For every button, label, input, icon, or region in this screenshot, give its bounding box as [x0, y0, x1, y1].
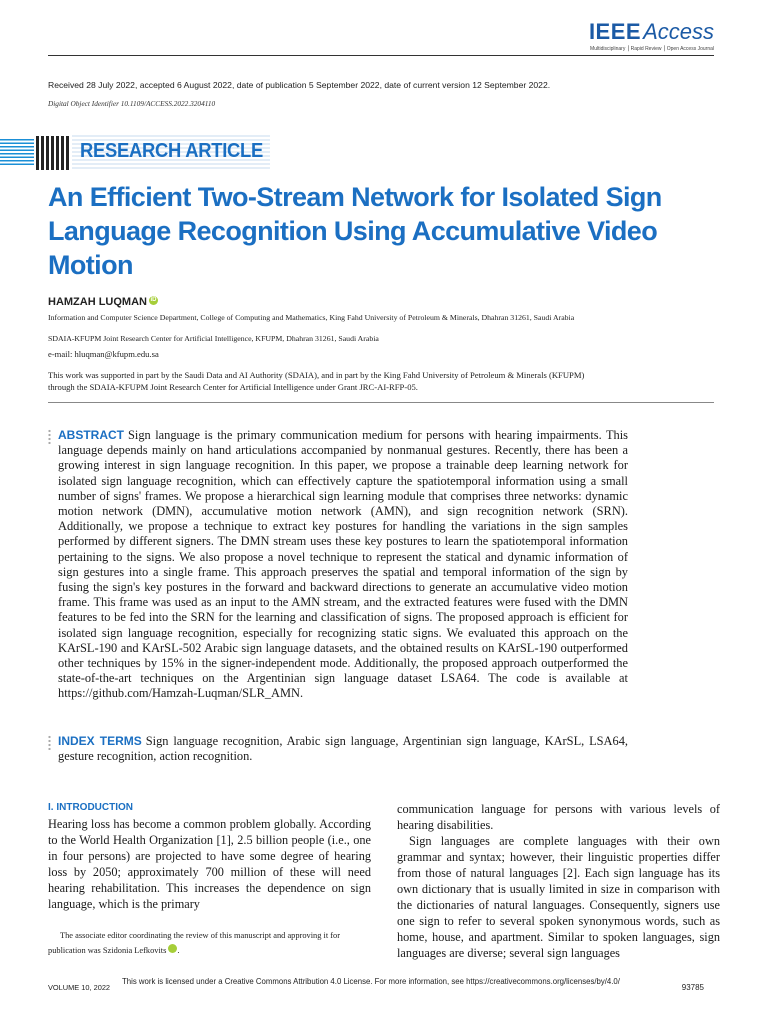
section-rule — [48, 402, 714, 403]
index-terms-dots-icon — [48, 735, 51, 750]
abstract-label: ABSTRACT — [58, 428, 124, 442]
logo-ieee: IEEE — [588, 19, 642, 44]
abstract-block — [58, 428, 628, 702]
author-name: HAMZAH LUQMAN — [48, 296, 147, 308]
intro-left-column — [48, 800, 371, 912]
index-terms-label: INDEX TERMS — [58, 734, 142, 748]
intro-right-column — [397, 801, 720, 961]
logo-access: Access — [643, 19, 714, 44]
affiliation-2: SDAIA-KFUPM Joint Research Center for Artificial Intelligence, KFUPM, Dhahran 31261, Saudi Arabia — [48, 334, 379, 343]
editor-footnote: The associate editor coordinating the review of this manuscript and approving it for publication was Szidonia Lefkovits iD. — [48, 931, 341, 955]
banner-bars-graphic — [36, 136, 70, 170]
intro-right-paragraph-1: communication language for persons with various levels of hearing disabilities. — [397, 802, 720, 832]
article-type-label: RESEARCH ARTICLE — [80, 140, 264, 162]
intro-left-paragraph: Hearing loss has become a common problem globally. According to the World Health Organization [1], 2.5 billion people (i.e., one in four persons) are projected to have some degree of hearing loss by 2050; approximately 700 million of these will need hearing rehabilitation. This increases the dependence on sign language, which is the primary — [48, 817, 371, 911]
article-type-banner — [0, 135, 280, 171]
footer-page-number: 93785 — [681, 983, 704, 992]
header-rule — [48, 55, 714, 56]
intro-heading: I. INTRODUCTION — [48, 802, 133, 813]
footer-license: This work is licensed under a Creative Commons Attribution 4.0 License. For more information, see https://creativecommons.org/licenses/by/4.0/ — [122, 977, 620, 986]
intro-right-paragraph-2: Sign languages are complete languages with their own grammar and syntax; however, their linguistic properties differ from those of natural languages [2]. Each sign language has its own dictionary that is usually limited in size in comparison with the dictionaries of natural languages. Consequently, signers use one sign to refer to several spoken synonymous words, such as home, house, and apartment. Similar to spoken languages, sign languages are diverse; several sign languages — [397, 834, 720, 960]
article-title: An Efficient Two-Stream Network for Isolated Sign Language Recognition Using Accumulative Video Motion — [48, 182, 662, 280]
index-terms-block — [58, 734, 628, 764]
doi-line: Digital Object Identifier 10.1109/ACCESS.2022.3204110 — [48, 99, 216, 108]
footer-volume: VOLUME 10, 2022 — [48, 983, 111, 992]
funding-statement: This work was supported in part by the Saudi Data and AI Authority (SDAIA), and in part by the King Fahd University of Petroleum & Minerals (KFUPM) through the SDAIA-KFUPM Joint Research Center for Artificial Intelligence under Grant JRC-AI-RFP-05. — [48, 370, 585, 392]
footnote-text: The associate editor coordinating the review of this manuscript and approving it for publication was Szidonia Lefkovits — [48, 931, 341, 955]
author-email: e-mail: hluqman@kfupm.edu.sa — [48, 349, 159, 359]
journal-logo — [589, 20, 714, 52]
orcid-icon[interactable]: iD — [150, 297, 157, 303]
editor-orcid-icon[interactable]: iD — [168, 944, 177, 953]
author-line — [48, 296, 158, 308]
index-terms-text: Sign language recognition, Arabic sign language, Argentinian sign language, KArSL, LSA64, gesture recognition, action recognition. — [58, 734, 628, 764]
affiliation-1: Information and Computer Science Department, College of Computing and Mathematics, King Fahd University of Petroleum & Minerals, Dhahran 31261, Saudi Arabia — [48, 313, 575, 322]
abstract-text: Sign language is the primary communication medium for persons with hearing impairments. This language depends mainly on hand articulations accompanied by nonmanual gestures. Recently, there has been a growing interest in sign language recognition. In this paper, we propose a trainable deep learning network for isolated sign language recognition, which can effectively capture the spatiotemporal information using a small number of signs' frames. We propose a hierarchical sign learning module that comprises three networks: dynamic motion network (DMN), accumulative motion network (AMN), and sign recognition network (SRN). Additionally, we propose a technique to extract key postures for handling the variations in the sign samples performed by different signers. The DMN stream uses these key postures to learn the spatiotemporal information pertaining to the signs. We also propose a novel technique to represent the statical and dynamic information of sign gestures into a single frame. This approach preserves the spatial and temporal information of the sign by fusing the sign's key postures in the forward and backward directions to generate an accumulative video motion frame. This frame was used as an input to the AMN stream, and the extracted features were fused with the DMN features to be fed into the SRN for the learning and classification of signs. The proposed approach is efficient for isolated sign language recognition, especially for recognizing static signs. We evaluated this approach on the KArSL-190 and KArSL-502 Arabic sign language datasets, and the obtained results on KArSL-190 outperformed other techniques by 15% in the signer-independent mode. Additionally, the proposed approach outperformed the state-of-the-art techniques on the Argentinian sign language dataset LSA64. The code is available at https://github.com/Hamzah-Luqman/SLR_AMN. — [58, 428, 628, 701]
logo-tagline: Multidisciplinary ⎟ Rapid Review ⎟ Open Access Journal — [590, 46, 714, 52]
banner-lines-graphic — [0, 139, 34, 167]
received-dates: Received 28 July 2022, accepted 6 August 2022, date of publication 5 September 2022, date of current version 12 September 2022. — [48, 80, 551, 90]
abstract-dots-icon — [48, 429, 51, 444]
